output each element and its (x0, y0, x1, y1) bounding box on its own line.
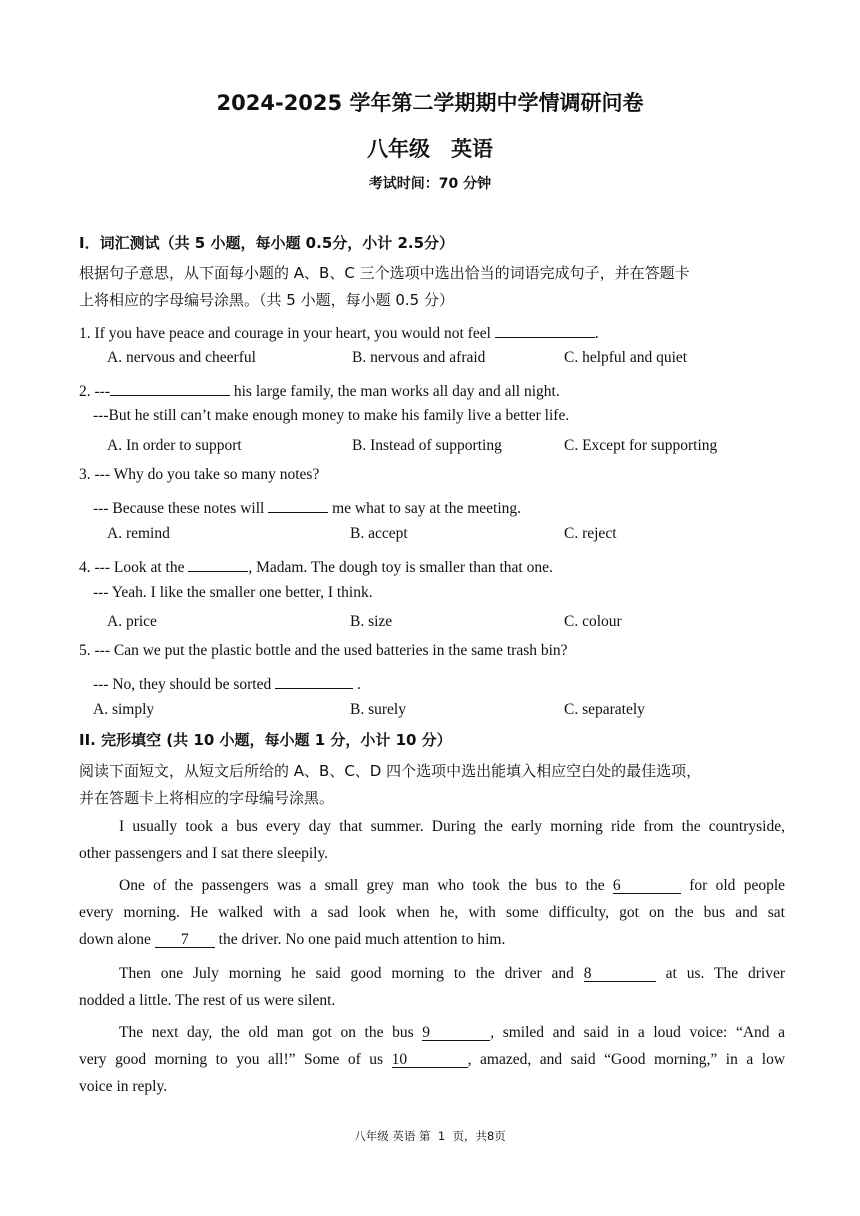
section-2-instruction: 阅读下面短文，从短文后所给的 A、B、C、D 四个选项中选出能填入相应空白处的最佳选项， (79, 762, 702, 780)
section-1-instruction: 根据句子意思，从下面每小题的 A、B、C 三个选项中选出恰当的词语完成句子，并在答题卡 (79, 264, 690, 282)
blank-7: 7 (155, 932, 215, 948)
question-2-reply: ---But he still can’t make enough money to make his family live a better life. (93, 407, 570, 424)
question-5-reply: --- No, they should be sorted . (93, 673, 361, 693)
q3-option-a: A. remind (107, 525, 170, 542)
passage-line: voice in reply. (79, 1078, 168, 1095)
q5-option-c: C. separately (564, 701, 645, 718)
page-title: 2024-2025 学年第二学期期中学情调研问卷 (216, 91, 644, 115)
q2-option-c: C. Except for supporting (564, 437, 718, 454)
passage-line: other passengers and I sat there sleepily. (79, 845, 329, 862)
answer-blank (188, 556, 248, 572)
passage-line: Then one July morning he said good morning to the driver and 8 at us. The driver (119, 965, 786, 982)
q3-option-b: B. accept (350, 525, 408, 542)
q5-option-a: A. simply (93, 701, 155, 718)
page-total: 8 (486, 1129, 495, 1143)
answer-blank (268, 497, 328, 513)
passage-line: One of the passengers was a small grey man who took the bus to the 6 for old people (119, 877, 786, 894)
q2-option-a: A. In order to support (107, 437, 242, 454)
question-2: 2. --- his large family, the man works all day and all night. (79, 380, 560, 400)
passage-line: very good morning to you all!” Some of us 10 , amazed, and said “Good morning,” in a low (79, 1051, 786, 1068)
section-1-heading: I．词汇测试（共 5 小题，每小题 0.5分，小计 2.5分） (79, 234, 455, 252)
question-1: 1. If you have peace and courage in your heart, you would not feel . (79, 322, 599, 342)
passage-line: nodded a little. The rest of us were silent. (79, 992, 336, 1009)
blank-6: 6 (613, 878, 681, 894)
answer-blank (110, 380, 230, 396)
blank-9: 9 (422, 1025, 490, 1041)
passage-line: down alone 7 the driver. No one paid much attention to him. (79, 931, 506, 948)
q1-option-a: A. nervous and cheerful (107, 349, 256, 366)
q4-option-a: A. price (107, 613, 157, 630)
section-1-instruction: 上将相应的字母编号涂黑。（共 5 小题，每小题 0.5 分） (79, 291, 454, 309)
page-subtitle: 八年级 英语 (367, 137, 493, 161)
q3-option-c: C. reject (564, 525, 617, 542)
question-4: 4. --- Look at the , Madam. The dough toy is smaller than that one. (79, 556, 553, 576)
answer-blank (275, 673, 353, 689)
section-2-instruction: 并在答题卡上将相应的字母编号涂黑。 (79, 789, 335, 807)
question-3-reply: --- Because these notes will me what to say at the meeting. (93, 497, 521, 517)
q2-option-b: B. Instead of supporting (352, 437, 502, 454)
section-2-heading: II. 完形填空 (共 10 小题，每小题 1 分，小计 10 分） (79, 731, 452, 749)
q4-option-b: B. size (350, 613, 393, 630)
question-3: 3. --- Why do you take so many notes? (79, 466, 320, 483)
page-footer: 八年级 英语 第 1 页，共8页 (354, 1129, 506, 1143)
question-5: 5. --- Can we put the plastic bottle and the used batteries in the same trash bin? (79, 642, 568, 659)
passage-line: I usually took a bus every day that summer. During the early morning ride from the countryside, (119, 818, 785, 835)
exam-time: 考试时间：70 分钟 (368, 176, 492, 192)
page-number: 1 (437, 1129, 446, 1143)
q1-option-b: B. nervous and afraid (352, 349, 486, 366)
blank-8: 8 (584, 966, 656, 982)
answer-blank (495, 322, 595, 338)
question-4-reply: --- Yeah. I like the smaller one better, I think. (93, 584, 373, 601)
passage-line: The next day, the old man got on the bus 9 , smiled and said in a loud voice: “And a (119, 1024, 785, 1041)
blank-10: 10 (392, 1052, 468, 1068)
q1-option-c: C. helpful and quiet (564, 349, 688, 366)
q4-option-c: C. colour (564, 613, 622, 630)
passage-line: every morning. He walked with a sad look when he, with some difficulty, got on the bus and sat (79, 904, 785, 921)
q5-option-b: B. surely (350, 701, 406, 718)
